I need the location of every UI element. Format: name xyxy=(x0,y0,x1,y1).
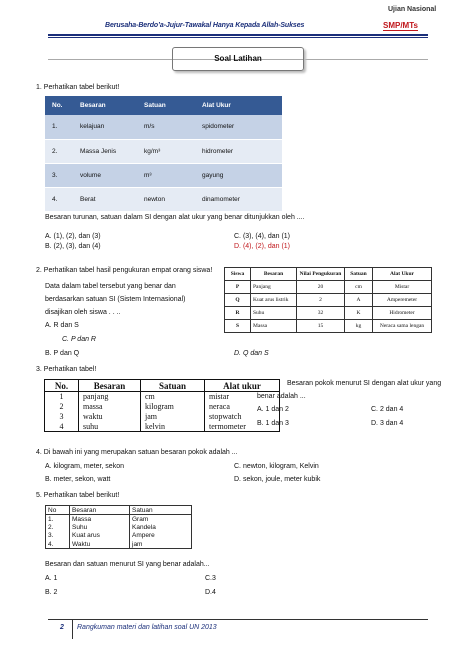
q2-col-satuan: Satuan xyxy=(345,268,373,281)
table-cell: kg xyxy=(345,320,373,333)
q2-col-besaran: Besaran xyxy=(251,268,297,281)
table-cell: m³ xyxy=(137,163,195,187)
table-cell: 2. xyxy=(46,523,70,532)
table-cell: Massa xyxy=(251,320,297,333)
table-cell: jam xyxy=(130,540,192,549)
table-cell: 4. xyxy=(46,540,70,549)
q5-col-besaran: Besaran xyxy=(70,506,130,515)
table-cell: kelvin xyxy=(141,422,205,432)
q4-option-c: C. newton, kilogram, Kelvin xyxy=(234,463,319,470)
q4-option-d: D. sekon, joule, meter kubik xyxy=(234,476,321,483)
table-cell: dinamometer xyxy=(195,187,282,211)
q2-option-a: A. R dan S xyxy=(45,322,79,329)
table-cell: Suhu xyxy=(70,523,130,532)
table-cell: Q xyxy=(225,294,251,307)
q2-line-2: Data dalam tabel tersebut yang benar dan xyxy=(45,283,176,290)
q3-prompt: 3. Perhatikan tabel! xyxy=(36,366,97,373)
table-cell: gayung xyxy=(195,163,282,187)
footer-separator xyxy=(72,619,73,639)
q4-option-b: B. meter, sekon, watt xyxy=(45,476,111,483)
table-cell: termometer xyxy=(205,422,280,432)
table-cell: S xyxy=(225,320,251,333)
table-cell: mistar xyxy=(205,392,280,402)
table-cell: Berat xyxy=(73,187,137,211)
table-cell: 3. xyxy=(46,532,70,541)
q5-col-no: No xyxy=(46,506,70,515)
table-cell: 15 xyxy=(297,320,345,333)
table-cell: Mistar xyxy=(373,281,432,294)
table-cell: Waktu xyxy=(70,540,130,549)
q3-option-a: A. 1 dan 2 xyxy=(257,406,289,413)
table-cell: spidometer xyxy=(195,115,282,139)
table-cell: 32 xyxy=(297,307,345,320)
table-row xyxy=(46,523,192,532)
q1-table xyxy=(45,96,282,212)
table-cell: cm xyxy=(141,392,205,402)
table-cell: cm xyxy=(345,281,373,294)
q3-option-d: D. 3 dan 4 xyxy=(371,420,404,427)
footer-text: Rangkuman materi dan latihan soal UN 2013 xyxy=(77,624,217,631)
q1-option-d: D. (4), (2), dan (1) xyxy=(234,243,291,250)
q1-option-b: B. (2), (3), dan (4) xyxy=(45,243,101,250)
table-cell: A xyxy=(345,294,373,307)
table-row xyxy=(225,294,432,307)
q1-col-alat: Alat Ukur xyxy=(195,96,282,115)
q3-option-c: C. 2 dan 4 xyxy=(371,406,404,413)
q5-option-b: B. 2 xyxy=(45,589,58,596)
q2-table xyxy=(224,267,432,333)
q2-line-4: disajikan oleh siswa . . .. xyxy=(45,309,121,316)
table-header-row xyxy=(225,268,432,281)
q2-col-nilai: Nilai Pengukuran xyxy=(297,268,345,281)
q2-col-alat: Alat Ukur xyxy=(373,268,432,281)
q4-option-a: A. kilogram, meter, sekon xyxy=(45,463,124,470)
header-divider xyxy=(48,34,428,36)
table-row xyxy=(225,307,432,320)
table-cell: 2 xyxy=(45,402,79,412)
table-cell: Massa Jenis xyxy=(73,139,137,163)
q5-option-d: D.4 xyxy=(205,589,216,596)
q3-col-satuan: Satuan xyxy=(141,380,205,392)
table-cell: waktu xyxy=(79,412,141,422)
table-cell: Hidrometer xyxy=(373,307,432,320)
table-header-row xyxy=(45,96,282,115)
q1-option-c: C. (3), (4), dan (1) xyxy=(234,233,291,240)
table-cell: neraca xyxy=(205,402,280,412)
q2-option-d: D. Q dan S xyxy=(234,350,269,357)
q3-col-alat: Alat ukur xyxy=(205,380,280,392)
table-cell: 2. xyxy=(45,139,73,163)
q3-question-line-1: Besaran pokok menurut SI dengan alat ukur yang xyxy=(287,380,442,387)
q2-col-siswa: Siswa xyxy=(225,268,251,281)
q4-prompt: 4. Di bawah ini yang merupakan satuan besaran pokok adalah ... xyxy=(36,449,238,456)
table-row xyxy=(225,281,432,294)
table-cell: 4 xyxy=(45,422,79,432)
table-cell: 3 xyxy=(45,412,79,422)
q5-table xyxy=(45,505,192,549)
q1-question: Besaran turunan, satuan dalam SI dengan alat ukur yang benar ditunjukkan oleh .... xyxy=(45,214,305,221)
q2-line-3: berdasarkan satuan SI (Sistem Internasional) xyxy=(45,296,186,303)
footer-divider xyxy=(48,619,428,620)
table-cell: 1. xyxy=(46,515,70,524)
table-cell: Neraca sama lengan xyxy=(373,320,432,333)
table-cell: kilogram xyxy=(141,402,205,412)
table-cell: R xyxy=(225,307,251,320)
q2-prompt: 2. Perhatikan tabel hasil pengukuran empat orang siswa! xyxy=(36,267,213,274)
q3-option-b: B. 1 dan 3 xyxy=(257,420,289,427)
q2-option-c: C. P dan R xyxy=(62,336,96,343)
q3-col-no: No. xyxy=(45,380,79,392)
table-header-row xyxy=(45,380,280,392)
table-row xyxy=(45,163,282,187)
table-row xyxy=(46,540,192,549)
table-cell: 1. xyxy=(45,115,73,139)
table-cell: jam xyxy=(141,412,205,422)
exam-label: Ujian Nasional xyxy=(388,6,437,13)
table-cell: 2 xyxy=(297,294,345,307)
table-header-row xyxy=(46,506,192,515)
table-cell: suhu xyxy=(79,422,141,432)
table-cell: kg/m³ xyxy=(137,139,195,163)
table-row xyxy=(45,422,280,432)
page-title: Soal Latihan xyxy=(172,47,304,71)
table-cell: hidrometer xyxy=(195,139,282,163)
table-row xyxy=(45,412,280,422)
level-label: SMP/MTs xyxy=(383,21,418,30)
table-cell: Kuat arus listrik xyxy=(251,294,297,307)
table-cell: 4. xyxy=(45,187,73,211)
table-cell: Panjang xyxy=(251,281,297,294)
q1-option-a: A. (1), (2), dan (3) xyxy=(45,233,101,240)
table-cell: Suhu xyxy=(251,307,297,320)
q1-prompt: 1. Perhatikan tabel berikut! xyxy=(36,84,120,91)
q5-option-a: A. 1 xyxy=(45,575,58,582)
table-row xyxy=(225,320,432,333)
table-row xyxy=(45,187,282,211)
q2-option-b: B. P dan Q xyxy=(45,350,80,357)
header-motto: Berusaha-Berdo’a-Jujur-Tawakal Hanya Kepada Allah-Sukses xyxy=(105,22,305,29)
table-row xyxy=(45,402,280,412)
table-cell: 1 xyxy=(45,392,79,402)
table-cell: newton xyxy=(137,187,195,211)
table-cell: Ampere xyxy=(130,532,192,541)
table-cell: Amperemeter xyxy=(373,294,432,307)
table-cell: 20 xyxy=(297,281,345,294)
q1-col-satuan: Satuan xyxy=(137,96,195,115)
q5-option-c: C.3 xyxy=(205,575,216,582)
table-cell: massa xyxy=(79,402,141,412)
table-cell: 3. xyxy=(45,163,73,187)
table-cell: m/s xyxy=(137,115,195,139)
table-cell: Massa xyxy=(70,515,130,524)
q1-col-no: No. xyxy=(45,96,73,115)
table-cell: volume xyxy=(73,163,137,187)
table-row xyxy=(46,515,192,524)
table-row xyxy=(45,115,282,139)
q3-col-besaran: Besaran xyxy=(79,380,141,392)
table-row xyxy=(45,392,280,402)
table-cell: panjang xyxy=(79,392,141,402)
table-cell: stopwatch xyxy=(205,412,280,422)
q1-col-besaran: Besaran xyxy=(73,96,137,115)
q5-prompt: 5. Perhatikan tabel berikut! xyxy=(36,492,120,499)
table-row xyxy=(46,532,192,541)
table-cell: Kuat arus xyxy=(70,532,130,541)
q5-question: Besaran dan satuan menurut SI yang benar adalah... xyxy=(45,561,210,568)
table-row xyxy=(45,139,282,163)
table-cell: K xyxy=(345,307,373,320)
page-number: 2 xyxy=(60,624,64,631)
q5-col-satuan: Satuan xyxy=(130,506,192,515)
header-divider-thin xyxy=(48,37,428,38)
table-cell: kelajuan xyxy=(73,115,137,139)
q3-table xyxy=(44,379,280,432)
q3-question-line-2: benar adalah ... xyxy=(257,393,306,400)
table-cell: Gram xyxy=(130,515,192,524)
table-cell: P xyxy=(225,281,251,294)
table-cell: Kandela xyxy=(130,523,192,532)
